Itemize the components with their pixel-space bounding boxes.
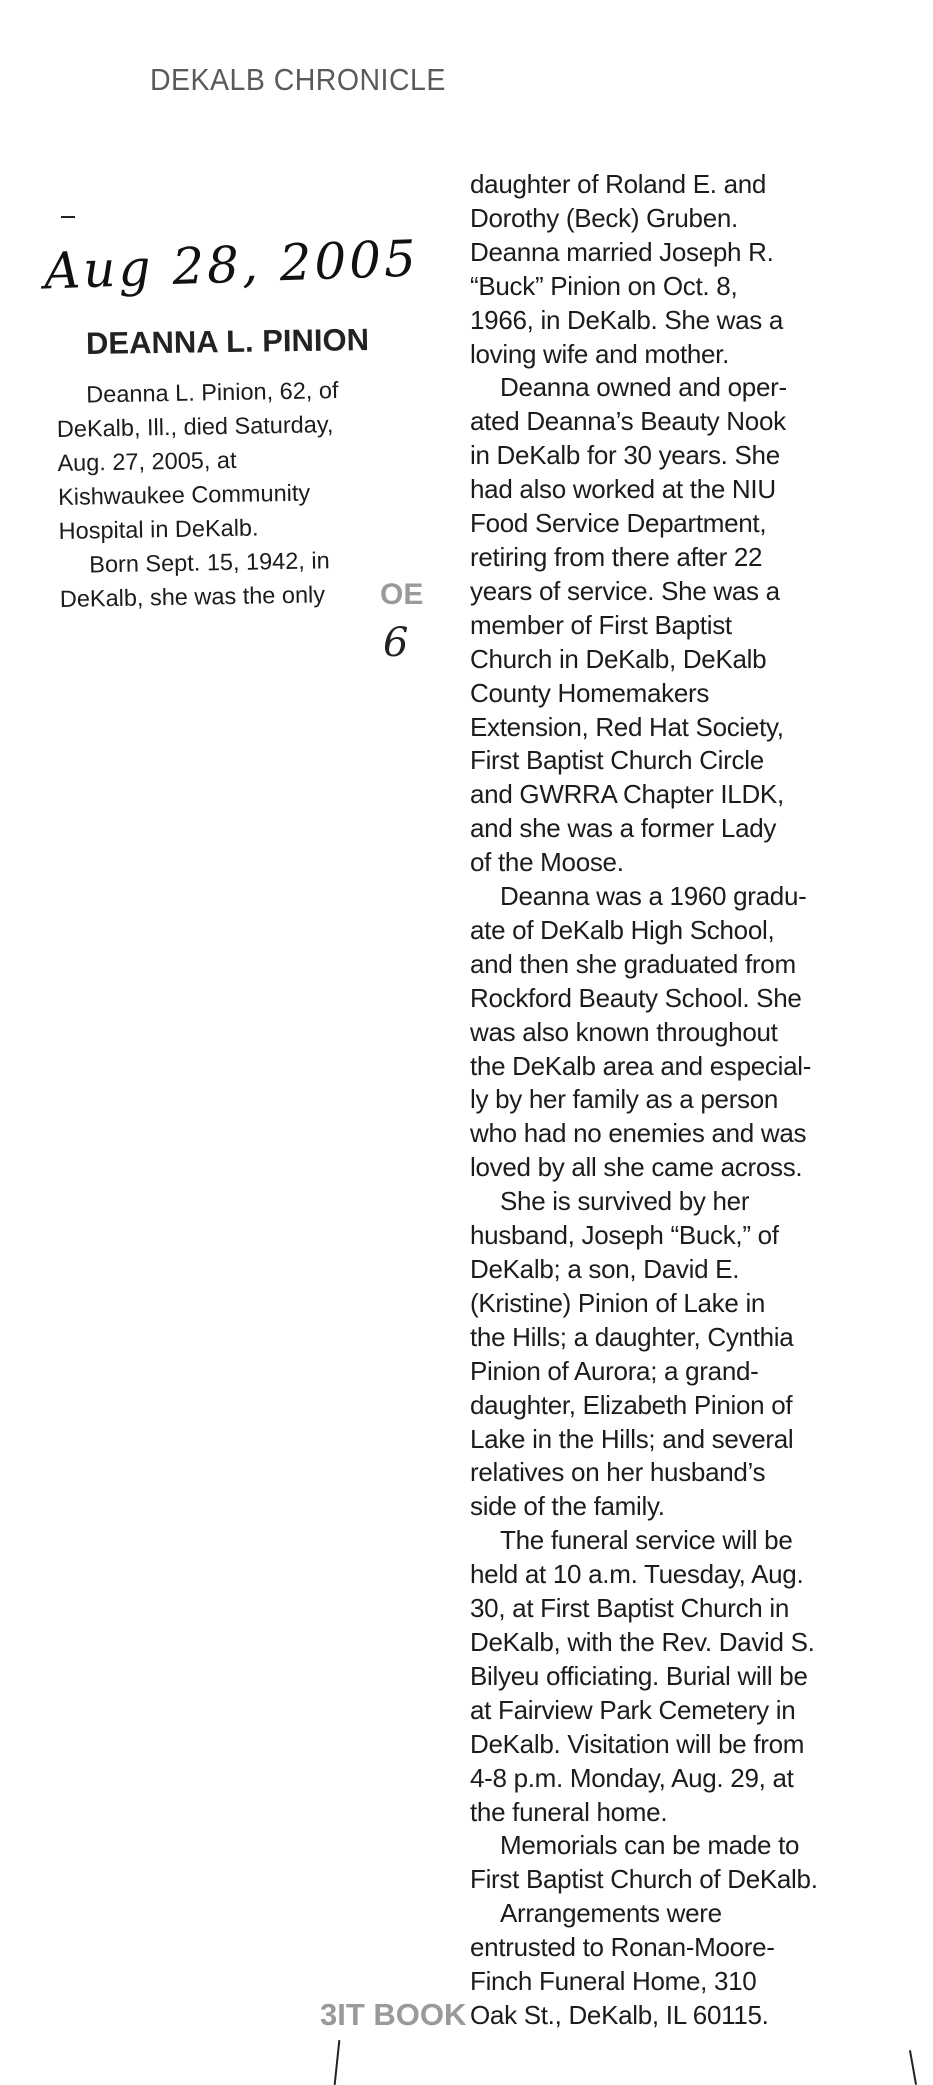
handwritten-date: Aug 28, 2005 <box>43 229 420 301</box>
text-line: She is survived by her <box>500 1186 750 1217</box>
text-line: County Homemakers <box>470 677 710 708</box>
text-line: DeKalb, with the Rev. David S. <box>470 1626 815 1657</box>
text-line: DeKalb, Ill., died Saturday, <box>56 411 334 442</box>
text-line: Oak St., DeKalb, IL 60115. <box>470 1999 769 2030</box>
text-line: the funeral home. <box>470 1796 668 1827</box>
text-line: was also known throughout <box>470 1016 778 1047</box>
text-line: in DeKalb for 30 years. She <box>470 440 780 471</box>
text-line: Deanna L. Pinion, 62, of <box>86 377 339 408</box>
text-line: Kishwaukee Community <box>57 479 311 510</box>
text-line: Memorials can be made to <box>500 1830 800 1861</box>
stamp-oe: OE <box>380 578 424 611</box>
text-line: 4-8 p.m. Monday, Aug. 29, at <box>470 1762 794 1793</box>
text-line: husband, Joseph “Buck,” of <box>470 1220 779 1251</box>
obituary-title: DEANNA L. PINION <box>85 322 370 361</box>
right-column-text <box>470 168 850 2033</box>
text-line: Lake in the Hills; and several <box>470 1423 794 1454</box>
text-line: Food Service Department, <box>470 508 767 539</box>
text-line: ly by her family as a person <box>470 1084 779 1115</box>
text-line: had also worked at the NIU <box>470 474 776 505</box>
newspaper-masthead: DEKALB CHRONICLE <box>150 62 446 97</box>
stamp-bit-book: 3IT BOOK <box>320 1997 467 2032</box>
text-line: who had no enemies and was <box>470 1118 807 1149</box>
text-line: DeKalb, she was the only <box>59 581 326 612</box>
text-line: Bilyeu officiating. Burial will be <box>470 1660 808 1691</box>
text-line: The funeral service will be <box>500 1525 793 1556</box>
handwritten-mark: 6 <box>383 620 409 666</box>
text-line: First Baptist Church Circle <box>470 745 764 776</box>
text-line: Pinion of Aurora; a grand- <box>470 1355 759 1386</box>
text-line: member of First Baptist <box>470 609 732 640</box>
text-line: retiring from there after 22 <box>470 541 763 572</box>
text-line: ate of DeKalb High School, <box>470 914 775 945</box>
text-line: at Fairview Park Cemetery in <box>470 1694 796 1725</box>
text-line: First Baptist Church of DeKalb. <box>470 1864 818 1895</box>
text-line: of the Moose. <box>470 847 624 878</box>
text-line: Aug. 27, 2005, at <box>57 446 237 476</box>
text-line: loving wife and mother. <box>470 338 730 369</box>
text-line: Deanna was a 1960 gradu- <box>500 881 807 912</box>
text-line: Extension, Red Hat Society, <box>470 711 784 742</box>
text-line: daughter, Elizabeth Pinion of <box>470 1389 793 1420</box>
pen-mark <box>334 2040 341 2085</box>
text-line: 1966, in DeKalb. She was a <box>470 304 784 335</box>
text-line: Rockford Beauty School. She <box>470 982 802 1013</box>
pen-mark <box>909 2050 917 2085</box>
text-line: Deanna owned and oper- <box>500 372 787 403</box>
text-line: held at 10 a.m. Tuesday, Aug. <box>470 1559 804 1590</box>
text-line: Born Sept. 15, 1942, in <box>89 547 330 578</box>
text-line: Deanna married Joseph R. <box>470 236 774 267</box>
text-line: DeKalb. Visitation will be from <box>470 1728 805 1759</box>
text-line: Arrangements were <box>500 1898 722 1929</box>
text-line: DeKalb; a son, David E. <box>470 1254 740 1284</box>
text-line: ated Deanna’s Beauty Nook <box>470 406 786 437</box>
text-line: Dorothy (Beck) Gruben. <box>470 202 738 233</box>
text-line: Finch Funeral Home, 310 <box>470 1966 757 1997</box>
text-line: and GWRRA Chapter ILDK, <box>470 779 784 810</box>
text-line: and she was a former Lady <box>470 813 777 844</box>
text-line: relatives on her husband’s <box>470 1457 766 1488</box>
text-line: (Kristine) Pinion of Lake in <box>470 1287 766 1318</box>
text-line: the DeKalb area and especial- <box>470 1050 812 1081</box>
text-line: loved by all she came across. <box>470 1152 803 1183</box>
text-line: 30, at First Baptist Church in <box>470 1593 790 1624</box>
text-line: side of the family. <box>470 1491 665 1522</box>
pen-mark <box>61 216 75 218</box>
text-line: entrusted to Ronan-Moore- <box>470 1932 775 1963</box>
left-column-text <box>56 372 420 616</box>
text-line: Hospital in DeKalb. <box>58 514 259 544</box>
text-line: Church in DeKalb, DeKalb <box>470 643 767 674</box>
text-line: daughter of Roland E. and <box>470 169 767 199</box>
text-line: “Buck” Pinion on Oct. 8, <box>470 270 738 301</box>
text-line: years of service. She was a <box>470 575 780 606</box>
text-line: and then she graduated from <box>470 948 796 979</box>
text-line: the Hills; a daughter, Cynthia <box>470 1321 794 1352</box>
